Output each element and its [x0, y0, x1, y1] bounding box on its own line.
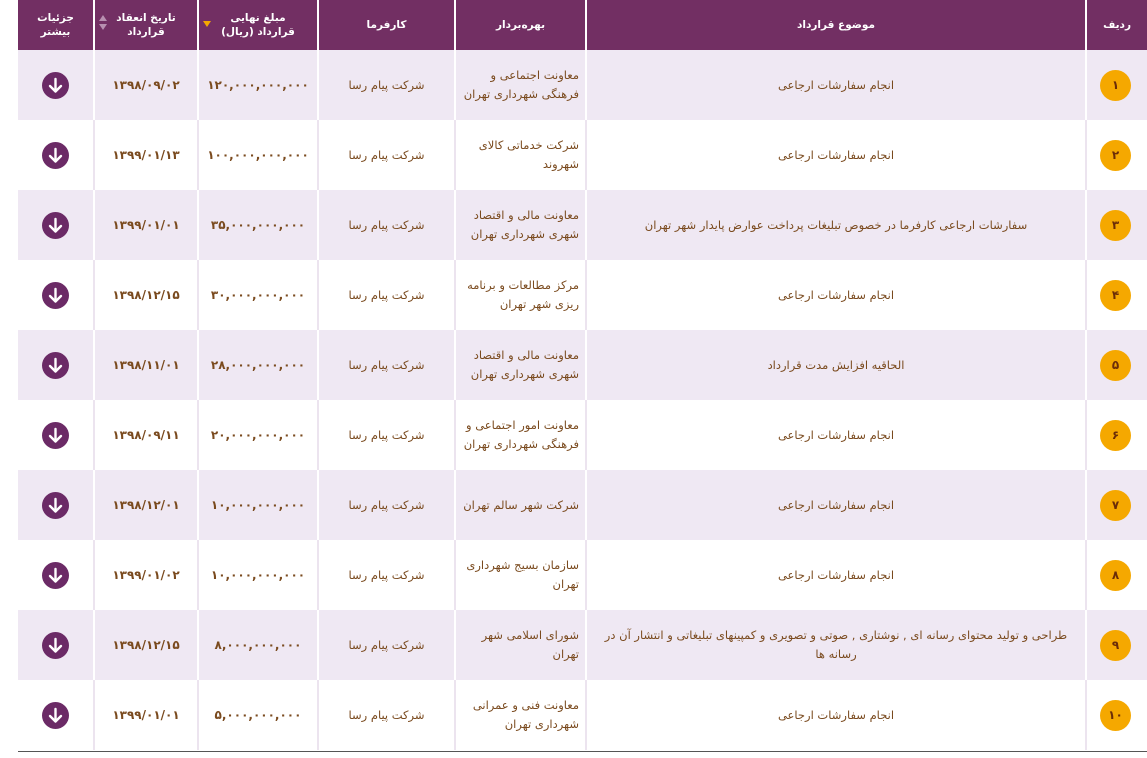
table-row: [18, 190, 1147, 260]
row-contractor: شرکت پیام رسا: [317, 400, 454, 470]
row-index-cell: [1085, 50, 1147, 120]
details-button[interactable]: [42, 422, 69, 449]
details-button[interactable]: [42, 632, 69, 659]
row-index-badge: ۷: [1100, 490, 1131, 521]
row-employer: معاونت مالی و اقتصاد شهری شهرداری تهران: [454, 330, 585, 400]
details-button[interactable]: [42, 282, 69, 309]
row-employer: شورای اسلامی شهر تهران: [454, 610, 585, 680]
row-date: ۱۳۹۸/۱۲/۰۱: [93, 470, 197, 540]
header-amount[interactable]: [197, 0, 317, 50]
contracts-table-container: [18, 0, 1147, 750]
row-subject: انجام سفارشات ارجاعی: [585, 400, 1085, 470]
row-index-cell: [1085, 260, 1147, 330]
row-amount: ۱۰,۰۰۰,۰۰۰,۰۰۰: [197, 470, 317, 540]
table-row: [18, 540, 1147, 610]
table-row: [18, 260, 1147, 330]
row-employer: شرکت خدماتی کالای شهروند: [454, 120, 585, 190]
row-index-badge: ۸: [1100, 560, 1131, 591]
arrow-down-icon: [42, 352, 69, 379]
row-contractor: شرکت پیام رسا: [317, 330, 454, 400]
arrow-down-icon: [42, 422, 69, 449]
row-contractor: شرکت پیام رسا: [317, 540, 454, 610]
row-employer: معاونت فنی و عمرانی شهرداری تهران: [454, 680, 585, 750]
row-contractor: شرکت پیام رسا: [317, 470, 454, 540]
row-employer: معاونت مالی و اقتصاد شهری شهرداری تهران: [454, 190, 585, 260]
row-amount: ۱۲۰,۰۰۰,۰۰۰,۰۰۰: [197, 50, 317, 120]
row-details-cell: [18, 540, 93, 610]
details-button[interactable]: [42, 352, 69, 379]
row-details-cell: [18, 330, 93, 400]
table-header-row: [18, 0, 1147, 50]
row-index-badge: ۳: [1100, 210, 1131, 241]
row-details-cell: [18, 190, 93, 260]
arrow-down-icon: [42, 282, 69, 309]
row-subject: انجام سفارشات ارجاعی: [585, 470, 1085, 540]
row-subject: انجام سفارشات ارجاعی: [585, 120, 1085, 190]
row-amount: ۲۸,۰۰۰,۰۰۰,۰۰۰: [197, 330, 317, 400]
table-row: [18, 50, 1147, 120]
row-subject: انجام سفارشات ارجاعی: [585, 260, 1085, 330]
row-amount: ۳۵,۰۰۰,۰۰۰,۰۰۰: [197, 190, 317, 260]
header-subject[interactable]: [585, 0, 1085, 50]
row-date: ۱۳۹۹/۰۱/۰۱: [93, 680, 197, 750]
details-button[interactable]: [42, 562, 69, 589]
header-date-label: تاریخ انعقاد قرارداد: [116, 12, 176, 38]
arrow-down-icon: [42, 632, 69, 659]
row-contractor: شرکت پیام رسا: [317, 260, 454, 330]
row-employer: معاونت امور اجتماعی و فرهنگی شهرداری تهران: [454, 400, 585, 470]
row-index-badge: ۱۰: [1100, 700, 1131, 731]
row-contractor: شرکت پیام رسا: [317, 610, 454, 680]
row-date: ۱۳۹۹/۰۱/۰۱: [93, 190, 197, 260]
row-subject: الحاقیه افزایش مدت قرارداد: [585, 330, 1085, 400]
table-row: [18, 610, 1147, 680]
arrow-down-icon: [42, 492, 69, 519]
row-subject: انجام سفارشات ارجاعی: [585, 680, 1085, 750]
header-employer-label: بهره‌بردار: [495, 19, 546, 31]
row-employer: شرکت شهر سالم تهران: [454, 470, 585, 540]
row-index-cell: [1085, 190, 1147, 260]
row-employer: مرکز مطالعات و برنامه ریزی شهر تهران: [454, 260, 585, 330]
row-index-cell: [1085, 610, 1147, 680]
row-contractor: شرکت پیام رسا: [317, 120, 454, 190]
row-index-badge: ۱: [1100, 70, 1131, 101]
details-button[interactable]: [42, 702, 69, 729]
row-date: ۱۳۹۸/۱۲/۱۵: [93, 610, 197, 680]
arrow-down-icon: [42, 702, 69, 729]
row-contractor: شرکت پیام رسا: [317, 190, 454, 260]
row-date: ۱۳۹۸/۰۹/۰۲: [93, 50, 197, 120]
details-button[interactable]: [42, 72, 69, 99]
sort-both-icon: [99, 15, 107, 33]
row-date: ۱۳۹۸/۱۲/۱۵: [93, 260, 197, 330]
details-button[interactable]: [42, 142, 69, 169]
row-details-cell: [18, 680, 93, 750]
row-date: ۱۳۹۸/۰۹/۱۱: [93, 400, 197, 470]
row-contractor: شرکت پیام رسا: [317, 680, 454, 750]
details-button[interactable]: [42, 212, 69, 239]
header-contractor-label: کارفرما: [366, 19, 407, 31]
row-subject: انجام سفارشات ارجاعی: [585, 50, 1085, 120]
row-amount: ۵,۰۰۰,۰۰۰,۰۰۰: [197, 680, 317, 750]
row-index-cell: [1085, 680, 1147, 750]
header-date[interactable]: [93, 0, 197, 50]
row-index-cell: [1085, 540, 1147, 610]
row-index-badge: ۶: [1100, 420, 1131, 451]
row-subject: سفارشات ارجاعی کارفرما در خصوص تبلیغات پرداخت عوارض پایدار شهر تهران: [585, 190, 1085, 260]
header-index-label: ردیف: [1103, 19, 1131, 31]
row-amount: ۲۰,۰۰۰,۰۰۰,۰۰۰: [197, 400, 317, 470]
header-details[interactable]: [18, 0, 93, 50]
header-employer[interactable]: [454, 0, 585, 50]
row-index-badge: ۲: [1100, 140, 1131, 171]
row-employer: معاونت اجتماعی و فرهنگی شهرداری تهران: [454, 50, 585, 120]
row-employer: سازمان بسیج شهرداری تهران: [454, 540, 585, 610]
details-button[interactable]: [42, 492, 69, 519]
row-details-cell: [18, 610, 93, 680]
header-details-label: جزئیات بیشتر: [37, 12, 74, 38]
table-row: [18, 330, 1147, 400]
row-details-cell: [18, 120, 93, 190]
row-details-cell: [18, 50, 93, 120]
table-row: [18, 680, 1147, 750]
row-index-badge: ۴: [1100, 280, 1131, 311]
row-subject: انجام سفارشات ارجاعی: [585, 540, 1085, 610]
sort-descending-icon: [203, 21, 211, 27]
contracts-table: [18, 0, 1147, 750]
header-amount-label: مبلغ نهایی قرارداد (ریال): [221, 12, 295, 38]
row-details-cell: [18, 400, 93, 470]
header-index[interactable]: [1085, 0, 1147, 50]
header-contractor[interactable]: [317, 0, 454, 50]
header-subject-label: موضوع قرارداد: [796, 19, 876, 31]
table-row: [18, 470, 1147, 540]
row-index-cell: [1085, 120, 1147, 190]
row-index-cell: [1085, 470, 1147, 540]
arrow-down-icon: [42, 562, 69, 589]
row-details-cell: [18, 260, 93, 330]
row-amount: ۸,۰۰۰,۰۰۰,۰۰۰: [197, 610, 317, 680]
row-index-cell: [1085, 400, 1147, 470]
row-index-cell: [1085, 330, 1147, 400]
row-details-cell: [18, 470, 93, 540]
row-date: ۱۳۹۹/۰۱/۰۲: [93, 540, 197, 610]
row-date: ۱۳۹۹/۰۱/۱۳: [93, 120, 197, 190]
table-row: [18, 400, 1147, 470]
arrow-down-icon: [42, 72, 69, 99]
row-subject: طراحی و تولید محتوای رسانه ای , نوشتاری , صوتی و تصویری و کمپینهای تبلیغاتی و انتشار آن در رسانه ها: [585, 610, 1085, 680]
table-bottom-border: [18, 751, 1147, 752]
arrow-down-icon: [42, 212, 69, 239]
row-index-badge: ۹: [1100, 630, 1131, 661]
table-row: [18, 120, 1147, 190]
row-amount: ۱۰,۰۰۰,۰۰۰,۰۰۰: [197, 540, 317, 610]
row-date: ۱۳۹۸/۱۱/۰۱: [93, 330, 197, 400]
arrow-down-icon: [42, 142, 69, 169]
row-amount: ۱۰۰,۰۰۰,۰۰۰,۰۰۰: [197, 120, 317, 190]
row-amount: ۳۰,۰۰۰,۰۰۰,۰۰۰: [197, 260, 317, 330]
row-index-badge: ۵: [1100, 350, 1131, 381]
row-contractor: شرکت پیام رسا: [317, 50, 454, 120]
